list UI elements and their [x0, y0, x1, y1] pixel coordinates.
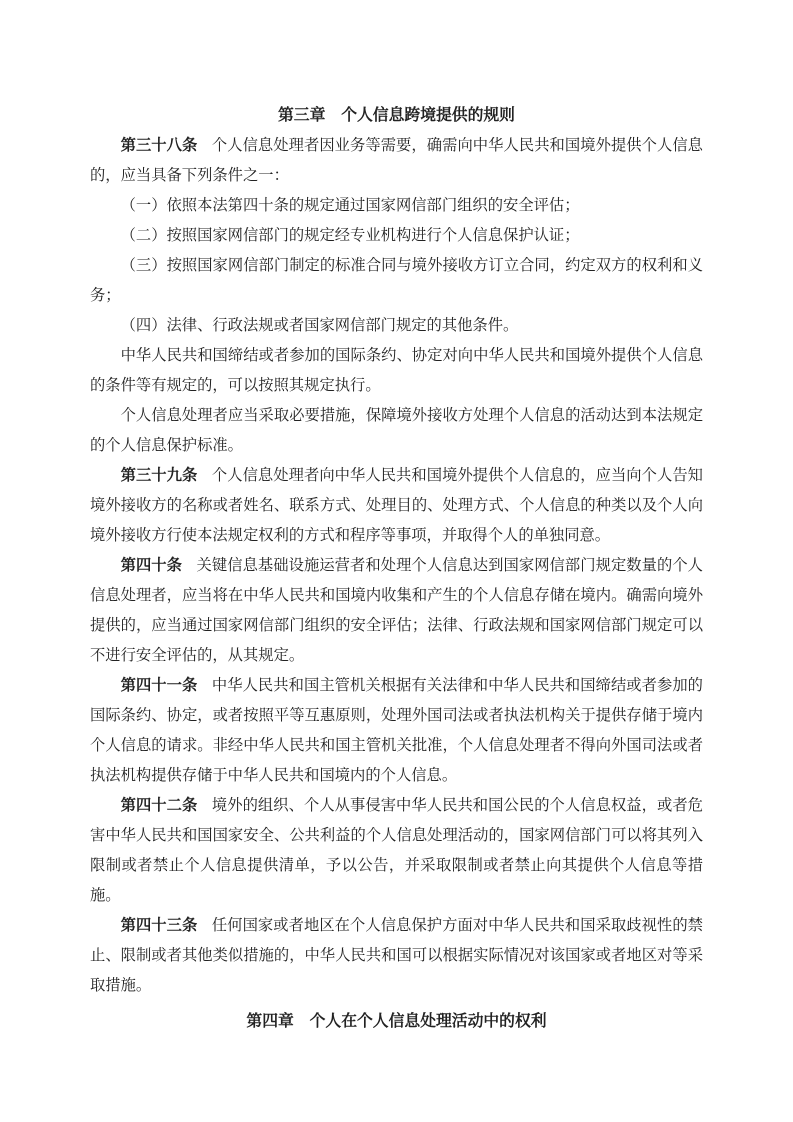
article-text: 中华人民共和国主管机关根据有关法律和中华人民共和国缔结或者参加的国际条约、协定，或者按照平等互惠原则，处理外国司法或者执法机构关于提供存储于境内个人信息的请求。非经中华人民共和国主管机关批准，个人信息处理者不得向外国司法或者执法机构提供存储于中华人民共和国境内的个人信息。: [90, 676, 703, 784]
paragraph-article-39: [90, 460, 703, 550]
item-text: （一）依照本法第四十条的规定通过国家网信部门组织的安全评估；: [120, 196, 580, 214]
paragraph-treaty-provision: [90, 340, 703, 400]
article-number: 第四十一条: [120, 676, 198, 694]
paragraph-article-41: [90, 670, 703, 790]
chapter-title: 个人信息跨境提供的规则: [341, 105, 515, 124]
list-item-4: [90, 310, 703, 340]
list-item-3: [90, 250, 703, 310]
paragraph-article-42: [90, 790, 703, 910]
paragraph-article-38: [90, 130, 703, 190]
list-item-1: [90, 190, 703, 220]
chapter-4-heading: [90, 1006, 703, 1036]
document-content: [90, 100, 703, 1036]
chapter-number: 第四章: [246, 1011, 294, 1030]
paragraph-article-43: [90, 910, 703, 1000]
article-number: 第四十条: [120, 556, 182, 574]
item-text: （三）按照国家网信部门制定的标准合同与境外接收方订立合同，约定双方的权利和义务；: [90, 256, 703, 304]
paragraph-article-40: [90, 550, 703, 670]
article-number: 第四十三条: [120, 916, 198, 934]
article-number: 第三十九条: [120, 466, 198, 484]
article-number: 第三十八条: [120, 136, 198, 154]
article-text: 个人信息处理者向中华人民共和国境外提供个人信息的，应当向个人告知境外接收方的名称或者姓名、联系方式、处理目的、处理方式、个人信息的种类以及个人向境外接收方行使本法规定权利的方式和程序等事项，并取得个人的单独同意。: [90, 466, 703, 544]
item-text: （二）按照国家网信部门的规定经专业机构进行个人信息保护认证；: [120, 226, 580, 244]
article-number: 第四十二条: [120, 796, 198, 814]
article-text: 个人信息处理者因业务等需要，确需向中华人民共和国境外提供个人信息的，应当具备下列条件之一：: [90, 136, 703, 184]
paragraph-text: 中华人民共和国缔结或者参加的国际条约、协定对向中华人民共和国境外提供个人信息的条件等有规定的，可以按照其规定执行。: [90, 346, 703, 394]
article-text: 关键信息基础设施运营者和处理个人信息达到国家网信部门规定数量的个人信息处理者，应当将在中华人民共和国境内收集和产生的个人信息存储在境内。确需向境外提供的，应当通过国家网信部门组织的安全评估；法律、行政法规和国家网信部门规定可以不进行安全评估的，从其规定。: [90, 556, 703, 664]
chapter-3-heading: [90, 100, 703, 130]
list-item-2: [90, 220, 703, 250]
article-text: 任何国家或者地区在个人信息保护方面对中华人民共和国采取歧视性的禁止、限制或者其他类似措施的，中华人民共和国可以根据实际情况对该国家或者地区对等采取措施。: [90, 916, 703, 994]
article-text: 境外的组织、个人从事侵害中华人民共和国公民的个人信息权益，或者危害中华人民共和国国家安全、公共利益的个人信息处理活动的，国家网信部门可以将其列入限制或者禁止个人信息提供清单，予以公告，并采取限制或者禁止向其提供个人信息等措施。: [90, 796, 703, 904]
chapter-title: 个人在个人信息处理活动中的权利: [309, 1011, 547, 1030]
chapter-number: 第三章: [278, 105, 326, 124]
paragraph-necessary-measures: [90, 400, 703, 460]
item-text: （四）法律、行政法规或者国家网信部门规定的其他条件。: [120, 316, 519, 334]
paragraph-text: 个人信息处理者应当采取必要措施，保障境外接收方处理个人信息的活动达到本法规定的个人信息保护标准。: [90, 406, 703, 454]
